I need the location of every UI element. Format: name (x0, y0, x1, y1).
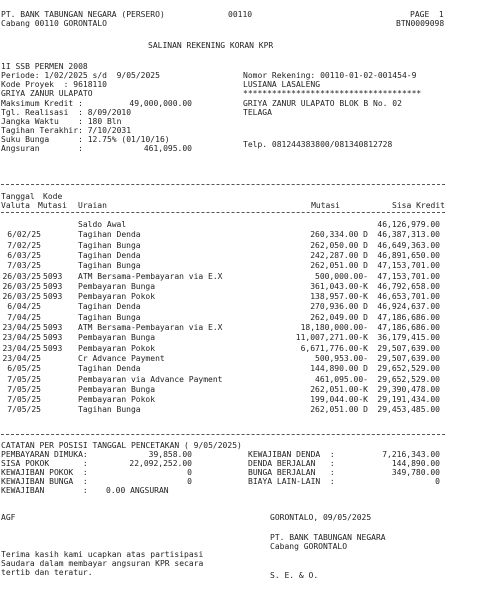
running-penalty-value: 144,890.00 (391, 459, 440, 468)
col-mutasi: Mutasi (38, 201, 67, 210)
row-balance: 29,453,485.00 (377, 405, 440, 415)
row-amount: 500,953.00- (315, 353, 368, 363)
row-date: 7/03/25 (7, 261, 41, 271)
loan-term: Jangka Waktu : 180 Bln (1, 117, 122, 126)
row-date: 23/04/25 (2, 323, 41, 332)
row-balance: 29,507,639.00 (377, 353, 440, 363)
realisasi-date: Tgl. Realisasi : 8/09/2010 (1, 108, 132, 117)
footer-branch: Cabang GORONTALO (270, 542, 348, 551)
installment-value: 461,095.00 (143, 144, 192, 153)
row-description: Pembayaran Bunga (78, 384, 156, 394)
branch-code: 00110 (228, 10, 253, 19)
row-amount: 262,050.00 D (310, 240, 368, 250)
row-date: 7/05/25 (7, 374, 41, 384)
row-balance: 47,186,686.00 (377, 312, 440, 322)
row-amount: 461,095.00- (315, 374, 368, 384)
table-row (0, 220, 487, 229)
table-row (0, 241, 487, 250)
row-description: Tagihan Bunga (78, 240, 141, 250)
row-balance: 46,126,979.00 (377, 220, 440, 229)
last-bill-date: Tagihan Terakhir: 7/10/2031 (1, 126, 132, 135)
table-row (0, 385, 487, 394)
col-uraian: Uraian (78, 201, 107, 210)
row-amount: 500,000.00- (315, 271, 368, 281)
row-amount: 138,957.00-K (310, 292, 368, 302)
row-description: Tagihan Bunga (78, 312, 141, 322)
row-balance: 47,186,686.00 (377, 323, 440, 332)
row-date: 23/04/25 (2, 333, 41, 343)
interest-due-value: 0 (187, 477, 192, 486)
row-amount: 262,049.00 D (310, 312, 368, 322)
other-fees-label: BIAYA LAIN-LAIN : (248, 477, 335, 486)
table-row (0, 302, 487, 311)
row-description: Cr Advance Payment (78, 353, 165, 363)
table-row (0, 292, 487, 301)
prepayment-label: PEMBAYARAN DIMUKA: (1, 450, 88, 459)
row-date: 6/05/25 (7, 364, 41, 374)
table-row (0, 364, 487, 373)
remaining-principal-value: 22,092,252.00 (129, 459, 192, 468)
footer-bank-name: PT. BANK TABUNGAN NEGARA (270, 533, 386, 542)
row-description: Tagihan Denda (78, 364, 141, 374)
running-interest-value: 349,780.00 (391, 468, 440, 477)
table-row (0, 272, 487, 281)
thanks-line-1: Terima kasih kami ucapkan atas partisipasi (1, 550, 204, 559)
place-date: GORONTALO, 09/05/2025 (270, 513, 372, 522)
max-credit-value: 49,000,000.00 (129, 99, 192, 108)
document-title: SALINAN REKENING KORAN KPR (148, 41, 274, 50)
row-balance: 46,924,637.00 (377, 302, 440, 312)
row-balance: 29,507,639.00 (377, 343, 440, 353)
table-row (0, 323, 487, 332)
thanks-line-2: Saudara dalam membayar angsuran KPR secara (1, 559, 204, 568)
installment-label: Angsuran : (1, 144, 83, 153)
row-date: 6/03/25 (7, 250, 41, 260)
row-balance: 47,153,701.00 (377, 261, 440, 271)
branch-name: Cabang 00110 GORONTALO (1, 19, 107, 28)
row-description: Tagihan Denda (78, 302, 141, 312)
table-row (0, 395, 487, 404)
interest-rate: Suku Bunga : 12.75% (01/10/16) (1, 135, 170, 144)
row-amount: 262,051.00 D (310, 261, 368, 271)
row-amount: 262,051.00-K (310, 384, 368, 394)
penalty-due-value: 7,216,343.00 (382, 450, 440, 459)
page-number: PAGE 1 (410, 10, 444, 19)
bank-name: PT. BANK TABUNGAN NEGARA (PERSERO) (1, 10, 165, 19)
interest-due-label: KEWAJIBAN BUNGA : (1, 477, 88, 486)
row-date: 7/05/25 (7, 395, 41, 405)
row-code: 5093 (43, 323, 63, 332)
address-line-1: GRIYA ZANUR ULAPATO BLOK B No. 02 (243, 99, 402, 108)
row-balance: 36,179,415.00 (377, 333, 440, 343)
row-description: Pembayaran via Advance Payment (78, 374, 223, 384)
row-amount: 260,334.00 D (310, 230, 368, 240)
ssb-line: 1I SSB PERMEN 2008 (1, 62, 88, 71)
row-date: 26/03/25 (2, 281, 41, 291)
total-due-label: KEWAJIBAN : (1, 486, 88, 495)
table-row (0, 405, 487, 414)
row-amount: 18,180,000.00- (300, 323, 368, 332)
row-description: Tagihan Bunga (78, 405, 141, 415)
table-row (0, 230, 487, 239)
row-balance: 47,153,701.00 (377, 271, 440, 281)
row-balance: 46,387,313.00 (377, 230, 440, 240)
row-description: Pembayaran Pokok (78, 395, 156, 405)
customer-name: LUSIANA LASALENG (243, 80, 321, 89)
prepayment-value: 39,858.00 (148, 450, 192, 459)
divider (1, 184, 445, 185)
row-amount: 242,287.00 D (310, 250, 368, 260)
document-code: BTN0009098 (396, 19, 445, 28)
principal-due-label: KEWAJIBAN POKOK : (1, 468, 88, 477)
row-date: 7/02/25 (7, 240, 41, 250)
row-date: 23/04/25 (2, 353, 41, 363)
period: Periode: 1/02/2025 s/d 9/05/2025 (1, 71, 160, 80)
row-description: ATM Bersama-Pembayaran via E.X (78, 271, 223, 281)
row-description: Tagihan Bunga (78, 261, 141, 271)
row-description: Saldo Awal (78, 220, 127, 229)
col-sisa-kredit: Sisa Kredit (392, 201, 445, 210)
table-row (0, 344, 487, 353)
row-description: Pembayaran Bunga (78, 333, 156, 343)
row-balance: 29,390,478.00 (377, 384, 440, 394)
principal-due-value: 0 (187, 468, 192, 477)
row-balance: 46,649,363.00 (377, 240, 440, 250)
summary-title: CATATAN PER POSISI TANGGAL PENCETAKAN ( 9/05/2025) (1, 441, 242, 450)
row-amount: 361,043.00-K (310, 281, 368, 291)
row-amount: 11,007,271.00-K (295, 333, 368, 343)
row-date: 23/04/25 (2, 343, 41, 353)
table-row (0, 282, 487, 291)
running-interest-label: BUNGA BERJALAN : (248, 468, 335, 477)
row-amount: 262,051.00 D (310, 405, 368, 415)
total-due-value: 0.00 ANGSURAN (106, 486, 169, 495)
table-row (0, 333, 487, 342)
row-amount: 144,890.00 D (310, 364, 368, 374)
penalty-due-label: KEWAJIBAN DENDA : (248, 450, 335, 459)
row-date: 6/02/25 (7, 230, 41, 240)
other-fees-value: 0 (435, 477, 440, 486)
thanks-line-3: tertib dan teratur. (1, 568, 93, 577)
project-name: GRIYA ZANUR ULAPATO (1, 89, 93, 98)
row-description: ATM Bersama-Pembayaran via E.X (78, 323, 223, 332)
col-kode: Kode (43, 192, 63, 201)
row-balance: 46,792,658.00 (377, 281, 440, 291)
row-amount: 6,671,776.00-K (300, 343, 368, 353)
running-penalty-label: DENDA BERJALAN : (248, 459, 335, 468)
divider (1, 434, 445, 435)
row-amount: 199,044.00-K (310, 395, 368, 405)
row-description: Pembayaran Pokok (78, 343, 156, 353)
address-line-2: TELAGA (243, 108, 272, 117)
row-balance: 29,652,529.00 (377, 364, 440, 374)
row-code: 5093 (43, 333, 63, 343)
table-row (0, 354, 487, 363)
separator-stars: ************************************* (243, 89, 422, 98)
row-balance: 29,652,529.00 (377, 374, 440, 384)
row-date: 7/04/25 (7, 312, 41, 322)
divider (1, 212, 445, 213)
row-balance: 46,653,701.00 (377, 292, 440, 302)
table-row (0, 251, 487, 260)
agf-code: AGF (1, 513, 16, 522)
table-row (0, 261, 487, 270)
row-balance: 29,191,434.00 (377, 395, 440, 405)
col-tanggal: Tanggal (1, 192, 35, 201)
account-number: Nomor Rekening: 00110-01-02-001454-9 (243, 71, 417, 80)
row-balance: 46,891,650.00 (377, 250, 440, 260)
row-description: Tagihan Denda (78, 230, 141, 240)
row-date: 26/03/25 (2, 271, 41, 281)
row-date: 6/04/25 (7, 302, 41, 312)
row-date: 7/05/25 (7, 405, 41, 415)
table-row (0, 313, 487, 322)
row-code: 5093 (43, 271, 63, 281)
row-description: Tagihan Denda (78, 250, 141, 260)
row-amount: 270,936.00 D (310, 302, 368, 312)
row-code: 5093 (43, 281, 63, 291)
row-code: 5093 (43, 292, 63, 302)
phone: Telp. 081244383800/081340812728 (243, 140, 393, 149)
max-credit-label: Maksimum Kredit : (1, 99, 83, 108)
row-date: 7/05/25 (7, 384, 41, 394)
table-row (0, 375, 487, 384)
col-mutasi-amount: Mutasi (311, 201, 340, 210)
row-code: 5093 (43, 343, 63, 353)
row-description: Pembayaran Bunga (78, 281, 156, 291)
row-description: Pembayaran Pokok (78, 292, 156, 302)
kode-proyek: Kode Proyek : 9618110 (1, 80, 107, 89)
remaining-principal-label: SISA POKOK : (1, 459, 88, 468)
signature: S. E. & O. (270, 571, 319, 580)
row-date: 26/03/25 (2, 292, 41, 302)
col-valuta: Valuta (1, 201, 30, 210)
